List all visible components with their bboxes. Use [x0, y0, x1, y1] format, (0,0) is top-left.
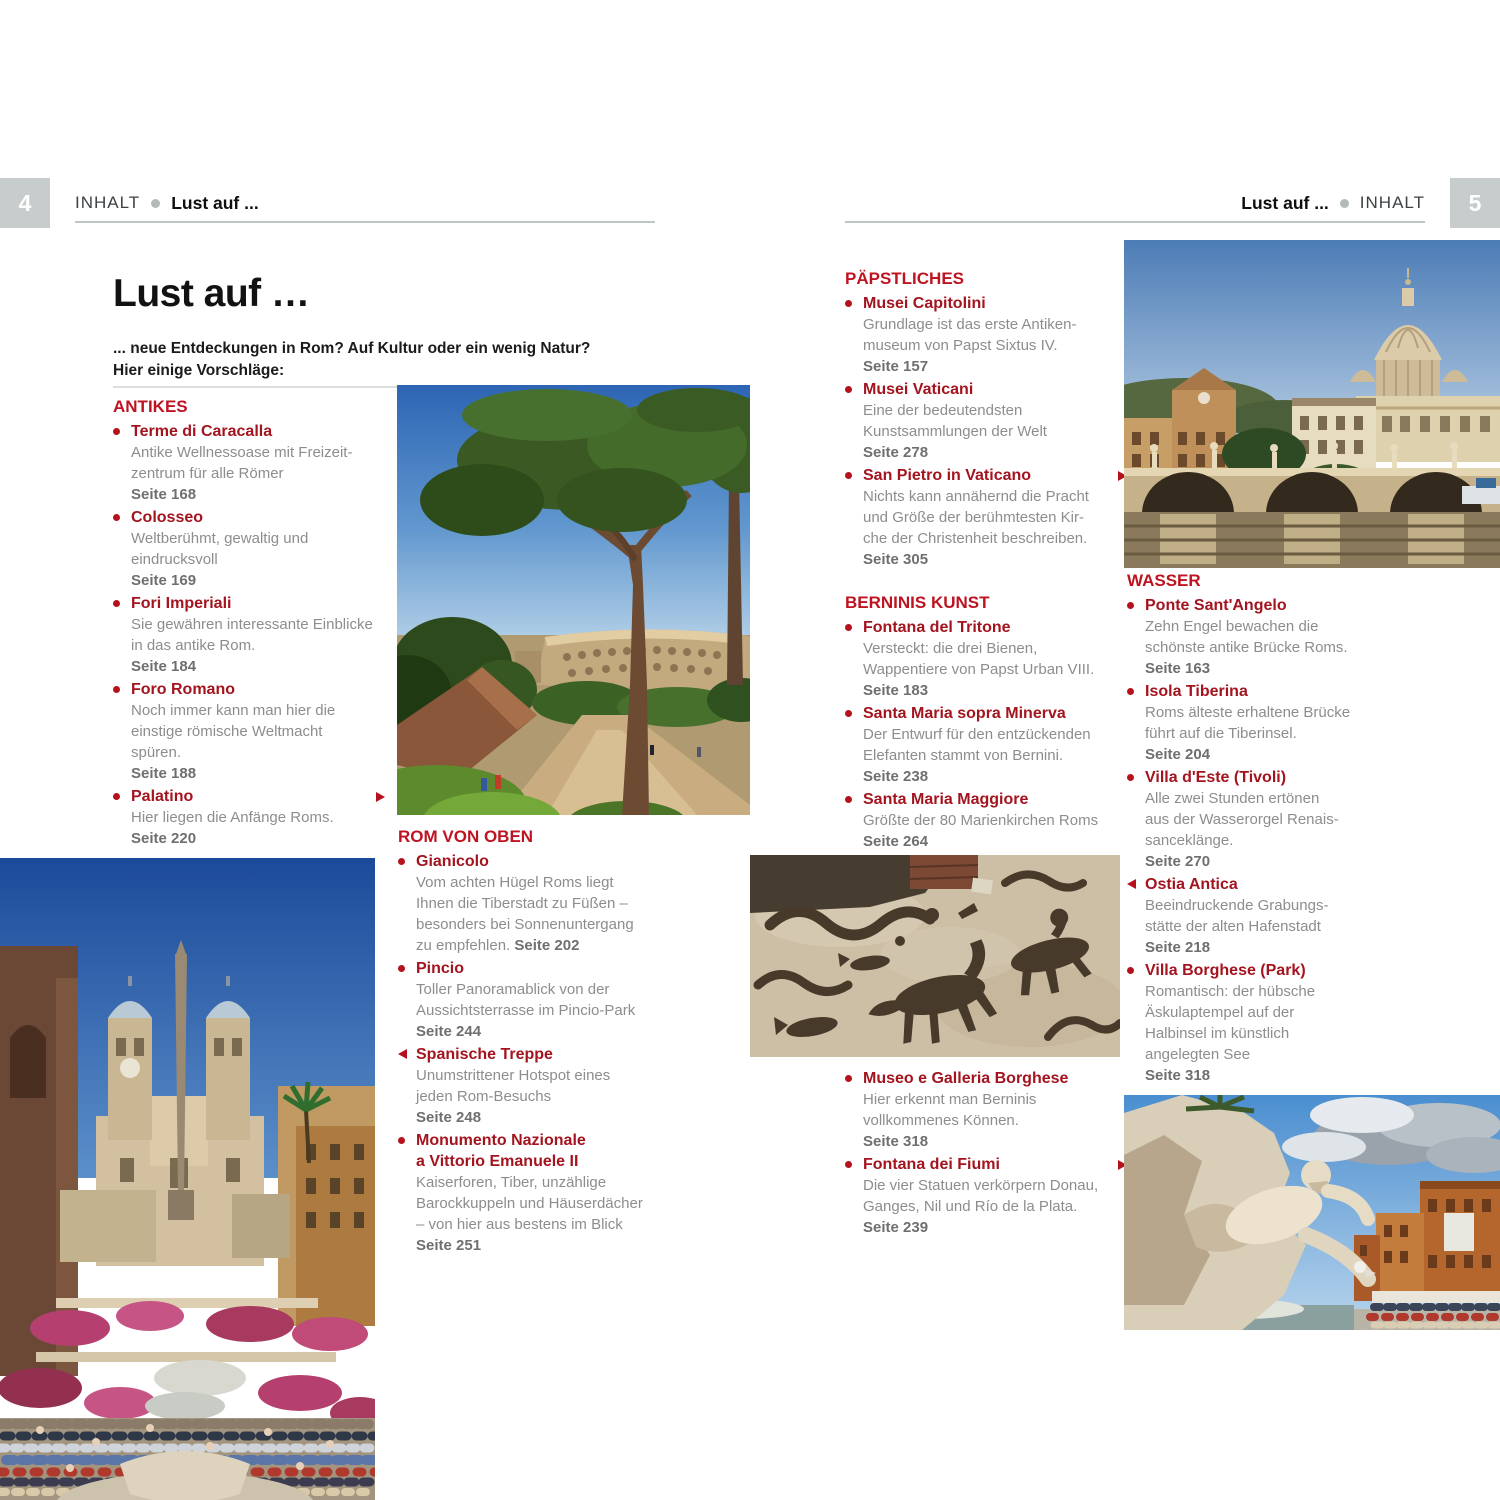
entry-body: [416, 1044, 710, 1128]
photo-ostia-mosaic: [750, 855, 1120, 1057]
marker-column: [1127, 960, 1145, 1086]
entry-description-line: Hier liegen die Anfänge Roms.: [131, 809, 334, 826]
entry-page-ref: Seite 169: [131, 572, 197, 589]
bullet-icon: [845, 710, 852, 717]
toc-entry: [845, 1068, 1127, 1152]
entry-page-ref: Seite 202: [514, 937, 580, 954]
entry-body: [863, 617, 1127, 701]
bullet-icon: [113, 428, 120, 435]
entry-name: [131, 593, 385, 614]
entry-name: [131, 679, 385, 700]
entry-name-text: Museo e Galleria Borghese: [863, 1070, 1069, 1087]
entry-body: [863, 465, 1127, 570]
marker-column: [398, 1044, 416, 1128]
entry-page-ref: Seite 248: [416, 1109, 482, 1126]
intro-line-2: Hier einige Vorschläge:: [113, 362, 285, 379]
entry-page-ref: Seite 220: [131, 830, 197, 847]
section-antikes: [113, 396, 385, 851]
toc-entry: [1127, 767, 1427, 872]
marker-column: [845, 293, 863, 377]
entry-name: [416, 851, 710, 872]
toc-entry: [1127, 681, 1427, 765]
photo-ref-arrow-left-icon: [398, 1049, 407, 1059]
entry-description-line: Die vier Statuen verkörpern Donau,: [863, 1177, 1099, 1194]
entry-description-line: Antike Wellnessoase mit Freizeit-: [131, 444, 353, 461]
entry-name-text: Fontana del Tritone: [863, 619, 1011, 636]
entry-name-text: Gianicolo: [416, 853, 489, 870]
entry-description-line: Elefanten stammt von Bernini.: [863, 747, 1064, 764]
entry-description-line: Größte der 80 Marienkirchen Roms: [863, 812, 1099, 829]
entry-description-line: Ihnen die Tiberstadt zu Füßen –: [416, 895, 628, 912]
entry-name-text: Musei Vaticani: [863, 381, 974, 398]
entry-description-line: Hier erkennt man Berninis: [863, 1091, 1037, 1108]
entry-description-line: Nichts kann annähernd die Pracht: [863, 488, 1089, 505]
entry-body: [863, 293, 1127, 377]
entry-name: [863, 1068, 1127, 1089]
entry-name: [863, 293, 1127, 314]
bullet-icon: [845, 1161, 852, 1168]
entry-body: [1145, 874, 1427, 958]
entry-description-line: Wappentiere von Papst Urban VIII.: [863, 661, 1095, 678]
entry-description-line: Kaiserforen, Tiber, unzählige: [416, 1174, 607, 1191]
entry-page-ref: Seite 163: [1145, 660, 1211, 677]
marker-column: [845, 1068, 863, 1152]
entry-name: [863, 789, 1127, 810]
entry-description-line: zentrum für alle Römer: [131, 465, 284, 482]
toc-entry: [845, 465, 1127, 570]
running-header-right: [1241, 190, 1425, 216]
toc-entry: [845, 703, 1127, 787]
entry-page-ref: Seite 251: [416, 1237, 482, 1254]
entry-body: [131, 593, 385, 677]
entry-name-text: Villa Borghese (Park): [1145, 962, 1306, 979]
entry-description-line: Romantisch: der hübsche: [1145, 983, 1316, 1000]
entry-description-line: – von hier aus bestens im Blick: [416, 1216, 623, 1233]
header-rule-left: [75, 221, 655, 223]
entry-page-ref: Seite 188: [131, 765, 197, 782]
running-header-section-right: INHALT: [1359, 193, 1425, 212]
marker-column: [845, 789, 863, 852]
bullet-icon: [398, 858, 405, 865]
entry-description-line: eindrucksvoll: [131, 551, 218, 568]
toc-entry: [398, 851, 710, 956]
entry-name: [131, 421, 385, 442]
entry-description-line: Versteckt: die drei Bienen,: [863, 640, 1038, 657]
bullet-icon: [113, 514, 120, 521]
toc-entry: [845, 789, 1127, 852]
section-heading: PÄPSTLICHES: [845, 269, 965, 288]
entry-name: [863, 465, 1127, 486]
entry-name-text: Ponte Sant'Angelo: [1145, 597, 1287, 614]
marker-column: [1127, 874, 1145, 958]
entry-name-text: Spanische Treppe: [416, 1046, 553, 1063]
entry-page-ref: Seite 318: [1145, 1067, 1211, 1084]
entry-description-line: sanceklänge.: [1145, 832, 1234, 849]
photo-spanish-steps: [0, 858, 375, 1500]
entry-name: [416, 1044, 710, 1065]
entry-description-line: schönste antike Brücke Roms.: [1145, 639, 1348, 656]
entry-description-line: einstige römische Weltmacht: [131, 723, 323, 740]
section-heading: BERNINIS KUNST: [845, 593, 990, 612]
toc-entry: [1127, 595, 1427, 679]
entry-body: [131, 421, 385, 505]
entry-body: [1145, 595, 1427, 679]
entry-body: [863, 1154, 1127, 1238]
entry-name-text: Monumento Nazionale a Vittorio Emanuele II: [416, 1132, 586, 1170]
entry-description-line: Der Entwurf für den entzückenden: [863, 726, 1091, 743]
entry-name-text: Musei Capitolini: [863, 295, 986, 312]
intro-text: [113, 338, 590, 382]
intro-line-1: ... neue Entdeckungen in Rom? Auf Kultur oder ein wenig Natur?: [113, 340, 591, 357]
header-bullet-icon: [1340, 199, 1349, 208]
entry-name-text: Ostia Antica: [1145, 876, 1238, 893]
photo-pine-colosseum-art: [397, 385, 750, 815]
entry-description-line: Äskulaptempel auf der: [1145, 1004, 1295, 1021]
running-header-title-right: Lust auf ...: [1241, 192, 1329, 213]
entry-description-line: besonders bei Sonnenuntergang: [416, 916, 634, 933]
running-header-title-left: Lust auf ...: [171, 192, 259, 213]
toc-entry: [398, 1044, 710, 1128]
bullet-icon: [845, 796, 852, 803]
entry-page-ref: Seite 238: [863, 768, 929, 785]
entry-description-line: jeden Rom-Besuchs: [416, 1088, 552, 1105]
entry-description-line: angelegten See: [1145, 1046, 1251, 1063]
marker-column: [1127, 681, 1145, 765]
entry-body: [416, 958, 710, 1042]
entry-name-text: Pincio: [416, 960, 465, 977]
toc-entry: [113, 679, 385, 784]
toc-entry: [113, 507, 385, 591]
entry-name-text: Fontana dei Fiumi: [863, 1156, 1000, 1173]
entry-description-line: Beeindruckende Grabungs-: [1145, 897, 1329, 914]
bullet-icon: [1127, 602, 1134, 609]
entry-name: [1145, 595, 1427, 616]
entry-description-line: vollkommenes Können.: [863, 1112, 1019, 1129]
bullet-icon: [845, 472, 852, 479]
marker-column: [398, 1130, 416, 1256]
bullet-icon: [398, 965, 405, 972]
entry-description-line: Alle zwei Stunden ertönen: [1145, 790, 1320, 807]
section-berninis-kunst: [845, 592, 1127, 854]
bullet-icon: [113, 686, 120, 693]
entry-page-ref: Seite 218: [1145, 939, 1211, 956]
entry-body: [863, 379, 1127, 463]
entry-page-ref: Seite 278: [863, 444, 929, 461]
entry-description-line: Ganges, Nil und Río de la Plata.: [863, 1198, 1078, 1215]
entry-name: [416, 1130, 710, 1172]
bullet-icon: [1127, 688, 1134, 695]
toc-entry: [845, 293, 1127, 377]
header-rule-right: [845, 221, 1425, 223]
marker-column: [113, 421, 131, 505]
entry-page-ref: Seite 244: [416, 1023, 482, 1040]
entry-body: [131, 507, 385, 591]
entry-name-text: Colosseo: [131, 509, 204, 526]
entry-page-ref: Seite 239: [863, 1219, 929, 1236]
page-number-right: 5: [1450, 178, 1500, 228]
entry-name-text: Terme di Caracalla: [131, 423, 273, 440]
entry-page-ref: Seite 270: [1145, 853, 1211, 870]
entry-description-line: Kunstsammlungen der Welt: [863, 423, 1047, 440]
entry-name: [131, 507, 385, 528]
entry-name: [1145, 874, 1427, 895]
toc-entry: [845, 379, 1127, 463]
bullet-icon: [845, 300, 852, 307]
bullet-icon: [1127, 774, 1134, 781]
entry-description-line: Aussichtsterrasse im Pincio-Park: [416, 1002, 636, 1019]
bullet-icon: [398, 1137, 405, 1144]
photo-spanish-steps-art: [0, 858, 375, 1500]
entry-body: [1145, 767, 1427, 872]
marker-column: [1127, 595, 1145, 679]
entry-description-line: che der Christenheit beschreiben.: [863, 530, 1088, 547]
entry-name-text: San Pietro in Vaticano: [863, 467, 1032, 484]
section-heading: ROM VON OBEN: [398, 827, 534, 846]
toc-entry: [845, 617, 1127, 701]
bullet-icon: [845, 624, 852, 631]
entry-description-line: Toller Panoramablick von der: [416, 981, 610, 998]
entry-description-line: Barockkuppeln und Häuserdächer: [416, 1195, 643, 1212]
entry-description-line: spüren.: [131, 744, 182, 761]
entry-page-ref: Seite 168: [131, 486, 197, 503]
bullet-icon: [113, 600, 120, 607]
photo-fontana-dei-fiumi-art: [1124, 1095, 1500, 1330]
marker-column: [113, 786, 131, 849]
entry-name-text: Isola Tiberina: [1145, 683, 1248, 700]
marker-column: [1127, 767, 1145, 872]
entry-description-line: Vom achten Hügel Roms liegt: [416, 874, 614, 891]
marker-column: [845, 617, 863, 701]
photo-ref-arrow-right-icon: [376, 792, 385, 802]
entry-body: [863, 789, 1127, 852]
toc-entry: [398, 958, 710, 1042]
photo-ostia-mosaic-art: [750, 855, 1120, 1057]
section-berninis-kunst-fortsetzung: [845, 1068, 1127, 1240]
entry-body: [416, 851, 710, 956]
toc-entry: [113, 786, 385, 849]
entry-name: [416, 958, 710, 979]
entry-name-text: Fori Imperiali: [131, 595, 232, 612]
entry-description-line: Roms älteste erhaltene Brücke: [1145, 704, 1351, 721]
marker-column: [113, 593, 131, 677]
entry-body: [131, 679, 385, 784]
toc-entry: [398, 1130, 710, 1256]
entry-page-ref: Seite 264: [863, 833, 929, 850]
entry-description-line: Zehn Engel bewachen die: [1145, 618, 1319, 635]
header-bullet-icon: [151, 199, 160, 208]
bullet-icon: [113, 793, 120, 800]
entry-description-line: museum von Papst Sixtus IV.: [863, 337, 1058, 354]
toc-entry: [113, 593, 385, 677]
page-title: Lust auf …: [113, 272, 310, 315]
entry-name-text: Santa Maria Maggiore: [863, 791, 1029, 808]
entry-name-text: Villa d'Este (Tivoli): [1145, 769, 1287, 786]
entry-body: [863, 1068, 1127, 1152]
marker-column: [398, 851, 416, 956]
entry-name: [863, 379, 1127, 400]
marker-column: [113, 507, 131, 591]
entry-body: [863, 703, 1127, 787]
entry-description-line: zu empfehlen. Seite 202: [416, 937, 580, 954]
entry-description-line: aus der Wasserorgel Renais-: [1145, 811, 1339, 828]
marker-column: [845, 1154, 863, 1238]
entry-name: [1145, 767, 1427, 788]
entry-name: [863, 1154, 1127, 1175]
entry-name: [1145, 960, 1427, 981]
entry-page-ref: Seite 183: [863, 682, 929, 699]
entry-description-line: und Größe der berühmtesten Kir-: [863, 509, 1084, 526]
entry-body: [131, 786, 385, 849]
section-rom-von-oben: [398, 826, 710, 1258]
marker-column: [845, 465, 863, 570]
marker-column: [845, 379, 863, 463]
section-paepstliches: [845, 268, 1127, 572]
entry-page-ref: Seite 157: [863, 358, 929, 375]
entry-description-line: Grundlage ist das erste Antiken-: [863, 316, 1077, 333]
entry-description-line: stätte der alten Hafenstadt: [1145, 918, 1321, 935]
entry-description-line: Weltberühmt, gewaltig und: [131, 530, 309, 547]
entry-body: [1145, 681, 1427, 765]
entry-description-line: Unumstrittener Hotspot eines: [416, 1067, 611, 1084]
bullet-icon: [845, 386, 852, 393]
entry-description-line: Noch immer kann man hier die: [131, 702, 336, 719]
entry-body: [416, 1130, 710, 1256]
section-heading: ANTIKES: [113, 397, 188, 416]
entry-description-line: Halbinsel im künstlich: [1145, 1025, 1290, 1042]
bullet-icon: [1127, 967, 1134, 974]
toc-entry: [1127, 874, 1427, 958]
toc-entry: [845, 1154, 1127, 1238]
photo-pine-colosseum: [397, 385, 750, 815]
entry-page-ref: Seite 204: [1145, 746, 1211, 763]
entry-description-line: Sie gewähren interessante Einblicke: [131, 616, 373, 633]
running-header-left: [75, 190, 259, 216]
entry-name-text: Palatino: [131, 788, 194, 805]
section-heading: WASSER: [1127, 571, 1201, 590]
entry-page-ref: Seite 305: [863, 551, 929, 568]
photo-fontana-dei-fiumi: [1124, 1095, 1500, 1330]
entry-description-line: Eine der bedeutendsten: [863, 402, 1023, 419]
running-header-section-left: INHALT: [75, 193, 141, 212]
marker-column: [398, 958, 416, 1042]
page-number-left: 4: [0, 178, 50, 228]
entry-page-ref: Seite 318: [863, 1133, 929, 1150]
entry-name: [1145, 681, 1427, 702]
entry-name-text: Santa Maria sopra Minerva: [863, 705, 1066, 722]
entry-description-line: in das antike Rom.: [131, 637, 256, 654]
marker-column: [845, 703, 863, 787]
entry-description-line: führt auf die Tiberinsel.: [1145, 725, 1297, 742]
toc-entry: [113, 421, 385, 505]
entry-name: [131, 786, 385, 807]
photo-st-peters-bridge-art: [1124, 240, 1500, 568]
entry-body: [1145, 960, 1427, 1086]
entry-page-ref: Seite 184: [131, 658, 197, 675]
entry-name: [863, 703, 1127, 724]
photo-ref-arrow-left-icon: [1127, 879, 1136, 889]
toc-entry: [1127, 960, 1427, 1086]
entry-name: [863, 617, 1127, 638]
bullet-icon: [845, 1075, 852, 1082]
entry-name-text: Foro Romano: [131, 681, 235, 698]
marker-column: [113, 679, 131, 784]
section-wasser: [1127, 570, 1427, 1088]
photo-st-peters-bridge: [1124, 240, 1500, 568]
